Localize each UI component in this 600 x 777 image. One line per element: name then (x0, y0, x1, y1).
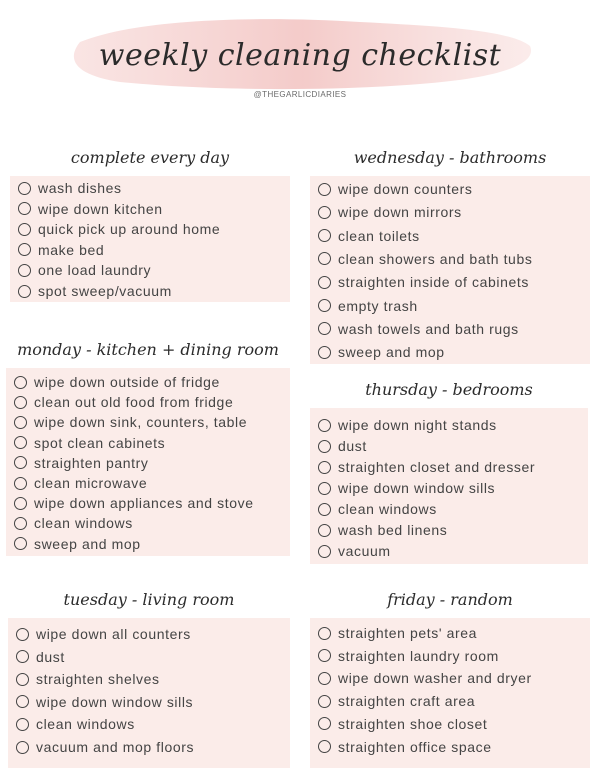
checklist-item-label: straighten pets' area (338, 625, 478, 641)
checklist-item-label: empty trash (338, 297, 418, 314)
checklist-item-label: make bed (38, 241, 105, 258)
checklist-item-label: wipe down night stands (338, 417, 497, 433)
checklist-item-label: wipe down appliances and stove (34, 495, 254, 512)
checkbox-circle-icon[interactable] (14, 537, 27, 550)
checklist-item[interactable] (14, 534, 286, 554)
checklist-item[interactable] (18, 240, 286, 260)
checklist-item-label: wipe down sink, counters, table (34, 414, 248, 431)
checklist-item-label: straighten office space (338, 738, 492, 755)
checklist-item-label: clean showers and bath tubs (338, 250, 533, 267)
checklist-item-label: clean windows (36, 716, 135, 733)
checklist-item[interactable] (14, 513, 286, 533)
checklist-item[interactable] (16, 737, 286, 757)
checkbox-circle-icon[interactable] (14, 517, 27, 530)
checkbox-circle-icon[interactable] (18, 182, 31, 195)
checklist-item[interactable] (318, 520, 584, 540)
checkbox-circle-icon[interactable] (318, 419, 331, 432)
checklist-item-label: spot sweep/vacuum (38, 283, 172, 299)
checklist-item[interactable] (16, 692, 286, 712)
checklist-item[interactable] (14, 412, 286, 432)
checklist-item[interactable] (318, 478, 584, 498)
checkbox-circle-icon[interactable] (16, 673, 29, 686)
checklist-item[interactable] (318, 457, 584, 477)
checkbox-circle-icon[interactable] (18, 264, 31, 277)
checklist-item[interactable] (318, 499, 584, 519)
checklist-item[interactable] (318, 691, 586, 711)
checklist-item-label: wipe down mirrors (338, 204, 462, 221)
checkbox-circle-icon[interactable] (318, 672, 331, 685)
checkbox-circle-icon[interactable] (318, 346, 331, 359)
checklist-item-label: clean windows (338, 501, 437, 517)
checklist-item[interactable] (16, 714, 286, 734)
checklist-item[interactable] (18, 219, 286, 239)
checkbox-circle-icon[interactable] (318, 695, 331, 708)
checklist-item-label: clean toilets (338, 227, 420, 244)
checkbox-circle-icon[interactable] (318, 299, 331, 312)
checklist-item[interactable] (318, 737, 586, 757)
checklist-item[interactable] (318, 541, 584, 561)
checkbox-circle-icon[interactable] (16, 628, 29, 641)
page-title: weekly cleaning checklist (98, 38, 502, 73)
checkbox-circle-icon[interactable] (318, 649, 331, 662)
checklist-item[interactable] (18, 281, 286, 301)
checklist-item[interactable] (318, 342, 586, 362)
checklist-item-label: wipe down kitchen (38, 200, 163, 217)
checklist-item-label: spot clean cabinets (34, 434, 166, 451)
checklist-item-label: clean microwave (34, 475, 148, 491)
checkbox-circle-icon[interactable] (16, 650, 29, 663)
checklist-item-label: straighten inside of cabinets (338, 274, 529, 291)
checklist-item[interactable] (318, 272, 586, 292)
checklist-item-label: straighten laundry room (338, 647, 499, 664)
checklist-item[interactable] (318, 249, 586, 269)
checkbox-circle-icon[interactable] (318, 740, 331, 753)
checkbox-circle-icon[interactable] (318, 276, 331, 289)
checklist-item[interactable] (14, 493, 286, 513)
checkbox-circle-icon[interactable] (318, 440, 331, 453)
checklist-item[interactable] (318, 202, 586, 222)
checklist-item[interactable] (14, 372, 286, 392)
checkbox-circle-icon[interactable] (318, 717, 331, 730)
checkbox-circle-icon[interactable] (318, 482, 331, 495)
checklist-item-label: wipe down counters (338, 181, 473, 197)
checkbox-circle-icon[interactable] (16, 695, 29, 708)
checklist-item[interactable] (16, 669, 286, 689)
checklist-item-label: wash towels and bath rugs (338, 320, 519, 337)
checklist-item-label: wash dishes (38, 180, 122, 196)
checklist-item-label: wipe down all counters (36, 626, 191, 642)
checklist-item-label: vacuum and mop floors (36, 739, 195, 755)
section-title: wednesday - bathrooms (353, 148, 547, 167)
checklist-item-label: straighten shelves (36, 671, 160, 688)
checkbox-circle-icon[interactable] (18, 285, 31, 298)
section-title: friday - random (387, 590, 513, 609)
checkbox-circle-icon[interactable] (16, 718, 29, 731)
checkbox-circle-icon[interactable] (318, 206, 331, 219)
checkbox-circle-icon[interactable] (318, 627, 331, 640)
checklist-item[interactable] (18, 178, 286, 198)
checklist-item-label: vacuum (338, 543, 391, 559)
checklist-item-label: dust (36, 648, 65, 665)
checkbox-circle-icon[interactable] (18, 202, 31, 215)
checkbox-circle-icon[interactable] (14, 376, 27, 389)
checkbox-circle-icon[interactable] (14, 416, 27, 429)
checkbox-circle-icon[interactable] (14, 436, 27, 449)
checklist-item[interactable] (14, 433, 286, 453)
checklist-item[interactable] (318, 226, 586, 246)
checkbox-circle-icon[interactable] (318, 524, 331, 537)
checklist-item-label: wash bed linens (338, 522, 448, 538)
checklist-item-label: sweep and mop (338, 344, 445, 361)
checklist-item-label: sweep and mop (34, 535, 141, 552)
checklist-item[interactable] (318, 646, 586, 666)
checklist-item[interactable] (318, 668, 586, 688)
checkbox-circle-icon[interactable] (318, 461, 331, 474)
checklist-item[interactable] (318, 415, 584, 435)
checkbox-circle-icon[interactable] (318, 229, 331, 242)
checklist-item[interactable] (318, 623, 586, 643)
checklist-item[interactable] (318, 179, 586, 199)
checklist-item[interactable] (14, 392, 286, 412)
checkbox-circle-icon[interactable] (318, 183, 331, 196)
section-title: tuesday - living room (63, 590, 235, 609)
checkbox-circle-icon[interactable] (18, 243, 31, 256)
checklist-item-label: clean windows (34, 515, 133, 532)
checklist-item[interactable] (318, 319, 586, 339)
checklist-item[interactable] (16, 647, 286, 667)
checklist-item[interactable] (318, 436, 584, 456)
checklist-item-label: clean out old food from fridge (34, 394, 234, 411)
checklist-item[interactable] (318, 296, 586, 316)
checklist-item-label: wipe down outside of fridge (34, 374, 220, 390)
checklist-item-label: wipe down washer and dryer (338, 670, 532, 687)
checkbox-circle-icon[interactable] (318, 322, 331, 335)
checkbox-circle-icon[interactable] (14, 456, 27, 469)
checkbox-circle-icon[interactable] (318, 545, 331, 558)
checklist-item-label: wipe down window sills (338, 480, 496, 496)
checklist-item-label: straighten closet and dresser (338, 459, 536, 475)
checklist-item[interactable] (16, 624, 286, 644)
checklist-item[interactable] (318, 714, 586, 734)
checklist-item-label: dust (338, 438, 367, 454)
checkbox-circle-icon[interactable] (16, 741, 29, 754)
checklist-item[interactable] (18, 260, 286, 280)
section-title: thursday - bedrooms (365, 380, 533, 399)
checkbox-circle-icon[interactable] (14, 396, 27, 409)
checkbox-circle-icon[interactable] (318, 252, 331, 265)
checklist-item[interactable] (18, 199, 286, 219)
checkbox-circle-icon[interactable] (14, 477, 27, 490)
checklist-item[interactable] (14, 453, 286, 473)
checklist-item-label: straighten pantry (34, 454, 149, 471)
checklist-item-label: wipe down window sills (36, 693, 194, 710)
checkbox-circle-icon[interactable] (18, 223, 31, 236)
checklist-item[interactable] (14, 473, 286, 493)
checklist-item-label: straighten shoe closet (338, 715, 488, 732)
section-title: complete every day (70, 148, 230, 167)
checklist-item-label: quick pick up around home (38, 221, 221, 238)
checkbox-circle-icon[interactable] (14, 497, 27, 510)
checklist-item-label: straighten craft area (338, 693, 476, 710)
section-title: monday - kitchen + dining room (17, 340, 279, 359)
checklist-item-label: one load laundry (38, 262, 152, 279)
checkbox-circle-icon[interactable] (318, 503, 331, 516)
author-handle: @THEGARLICDIARIES (253, 90, 347, 99)
